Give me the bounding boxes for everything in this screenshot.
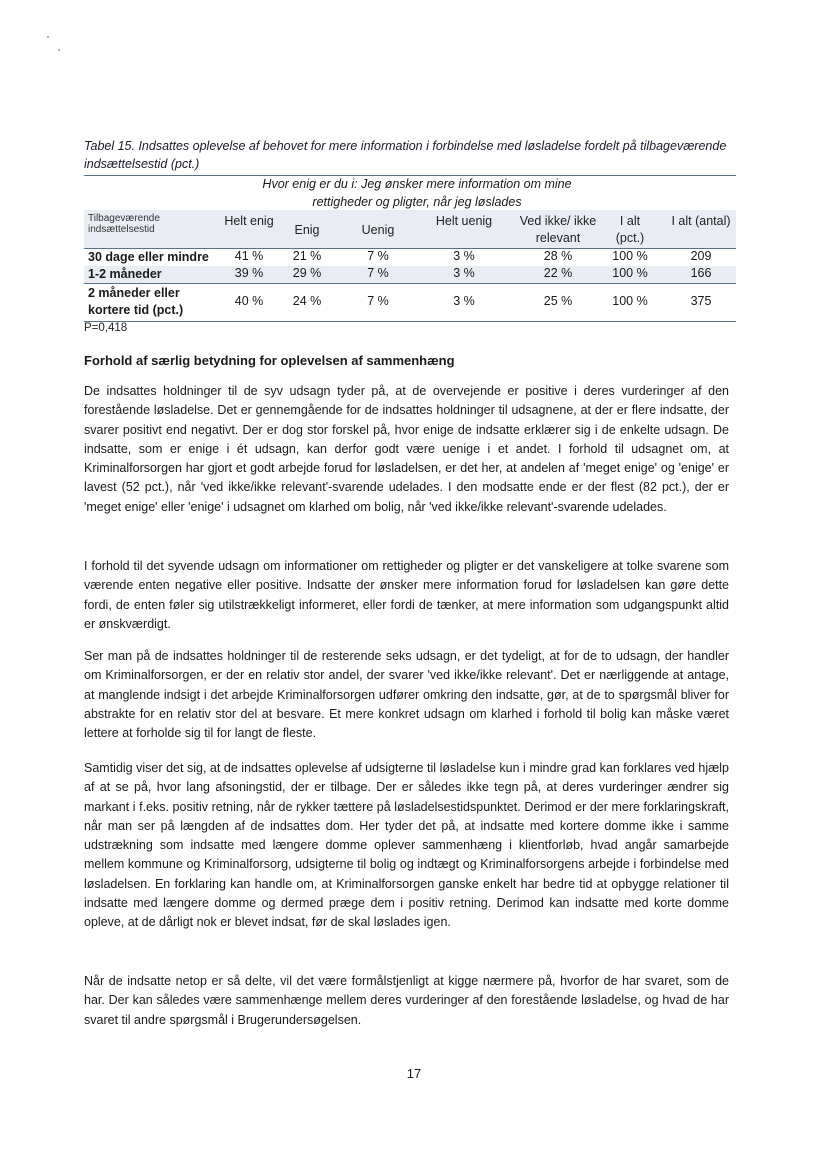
row-label: 1-2 måneder (88, 267, 162, 281)
table-caption: Tabel 15. Indsattes oplevelse af behovet for mere information i forbindelse med løsladelse fordelt på tilbageværende indsættelsestid (pct.) (84, 139, 727, 171)
question-line-2: rettigheder og pligter, når jeg løslades (312, 195, 522, 209)
col-header-i-alt-pct: I alt (pct.) (615, 214, 645, 245)
table-row (84, 284, 736, 320)
scan-speck (47, 36, 49, 38)
column-header-row (84, 210, 736, 248)
body-paragraph-2: I forhold til det syvende udsagn om informationer om rettigheder og pligter er det vanskeligere at tolke svarene som værende enten negative eller positive. Indsatte der ønsker mere information forud for løsladelsen kan gøre dette fordi, de enten føler sig utilstrækkeligt informeret, eller fordi de tænker, at mere information som udgangspunkt altid er ønskværdigt. (84, 559, 729, 631)
p-value-note: P=0,418 (84, 322, 128, 334)
table-cell: 25 % (543, 294, 573, 308)
table-cell: 21 % (292, 249, 322, 263)
table-row (84, 249, 736, 266)
row-header-label: Tilbageværende indsættelsestid (88, 213, 160, 235)
table-cell: 7 % (367, 294, 389, 308)
row-label: 30 dage eller mindre (88, 250, 209, 264)
table-cell: 40 % (234, 294, 264, 308)
table-cell: 39 % (234, 266, 264, 280)
table-cell: 7 % (367, 266, 389, 280)
question-line-1: Hvor enig er du i: Jeg ønsker mere information om mine (262, 177, 572, 191)
page-number: 17 (406, 1066, 422, 1081)
table-cell: 100 % (612, 266, 648, 280)
table-bottom-rule (84, 321, 736, 322)
table-cell: 3 % (453, 294, 475, 308)
body-paragraph-4: Samtidig viser det sig, at de indsattes oplevelse af udsigterne til løsladelse kun i mindre grad kan forklares ved hjælp af at se på, hvor lang afsoningstid, der er tilbage. Der er således ikke tegn på, at deres vurderinger ændrer sig markant i f.eks. positiv retning, når de rykker tættere på løsladelsestidspunktet. Derimod er der mere forklaringskraft, når man ser på længden af de indsattes dom. Her tyder det på, at indsatte med kortere domme ikke i samme udstrækning som indsatte med længere domme oplever sammenhæng i klientforløb, hvad angår samarbejde mellem kommune og Kriminalforsorg, udsigterne til bolig og indtægt og Kriminalforsorgens arbejde i forbindelse med løsladelsen. En forklaring kan handle om, at Kriminalforsorgen ganske enkelt har bedre tid at opbygge relationer til indsatte med længere domme og dermed præge dem i positiv retning. Derimod kan indsatte med korte domme opleve, at de dårligt nok er blevet indsat, før de skal løslades igen. (84, 761, 729, 930)
table-cell: 28 % (543, 249, 573, 263)
table-cell: 100 % (612, 249, 648, 263)
table-cell: 41 % (234, 249, 264, 263)
scan-speck (58, 49, 60, 51)
col-header-enig: Enig (294, 223, 320, 237)
section-heading: Forhold af særlig betydning for oplevelsen af sammenhæng (84, 353, 455, 368)
col-header-helt-uenig: Helt uenig (435, 214, 493, 228)
table-cell: 7 % (367, 249, 389, 263)
table-row (84, 266, 736, 283)
col-header-uenig: Uenig (361, 223, 395, 237)
table-cell: 166 (690, 266, 712, 280)
col-header-i-alt-antal: I alt (antal) (671, 214, 731, 228)
body-paragraph-1: De indsattes holdninger til de syv udsagn tyder på, at de overvejende er positive i deres vurderinger af den forestående løsladelse. Det er gennemgående for de indsattes holdninger til udsagnene, at der er flere indsatte, der svarer positivt end negativt. Der er dog stor forskel på, hvor enige de indsatte erklærer sig i de enkelte udsagn. De indsatte, som er enige i ét udsagn, kan derfor godt være uenige i et andet. I forhold til udsagnet om, at Kriminalforsorgen har gjort et godt arbejde forud for løsladelsen, er det her, at andelen af 'meget enige' og 'enige' er lavest (52 pct.), når 'ved ikke/ikke relevant'-svarende udelades. I den modsatte ende er der flest (82 pct.), der er 'meget enige' eller 'enige' i udsagnet om klarhed om bolig, når 'ved ikke/ikke relevant'-svarende udelades. (84, 384, 729, 514)
body-paragraph-3: Ser man på de indsattes holdninger til de resterende seks udsagn, er det tydeligt, at for de to udsagn, der handler om Kriminalforsorgen, er der en relativ stor andel, der svarer 'ved ikke/ikke relevant'. Det er nærliggende at antage, at manglende indsigt i det arbejde Kriminalforsorgen udfører omkring den indsatte, gør, at de to spørgsmål bliver for abstrakte for en relativ stor del at besvare. Et mere konkret udsagn om klarhed i forhold til bolig kan måske været lettere at forholde sig til for langt de fleste. (84, 649, 729, 741)
table-cell: 22 % (543, 266, 573, 280)
table-cell: 24 % (292, 294, 322, 308)
table-cell: 209 (690, 249, 712, 263)
table-cell: 3 % (453, 249, 475, 263)
row-label: 2 måneder eller kortere tid (pct.) (88, 286, 184, 317)
table-cell: 100 % (612, 294, 648, 308)
table-cell: 29 % (292, 266, 322, 280)
question-heading (232, 175, 602, 211)
table-cell: 375 (690, 294, 712, 308)
col-header-ved-ikke: Ved ikke/ ikke relevant (519, 214, 597, 245)
body-paragraph-5: Når de indsatte netop er så delte, vil det være formålstjenligt at kigge nærmere på, hvorfor de har svaret, som de har. Der kan således være sammenhænge mellem deres vurderinger af den forestående løsladelse, og hvad de har svaret til andre spørgsmål i Brugerundersøgelsen. (84, 974, 729, 1027)
table-cell: 3 % (453, 266, 475, 280)
col-header-helt-enig: Helt enig (224, 214, 274, 228)
